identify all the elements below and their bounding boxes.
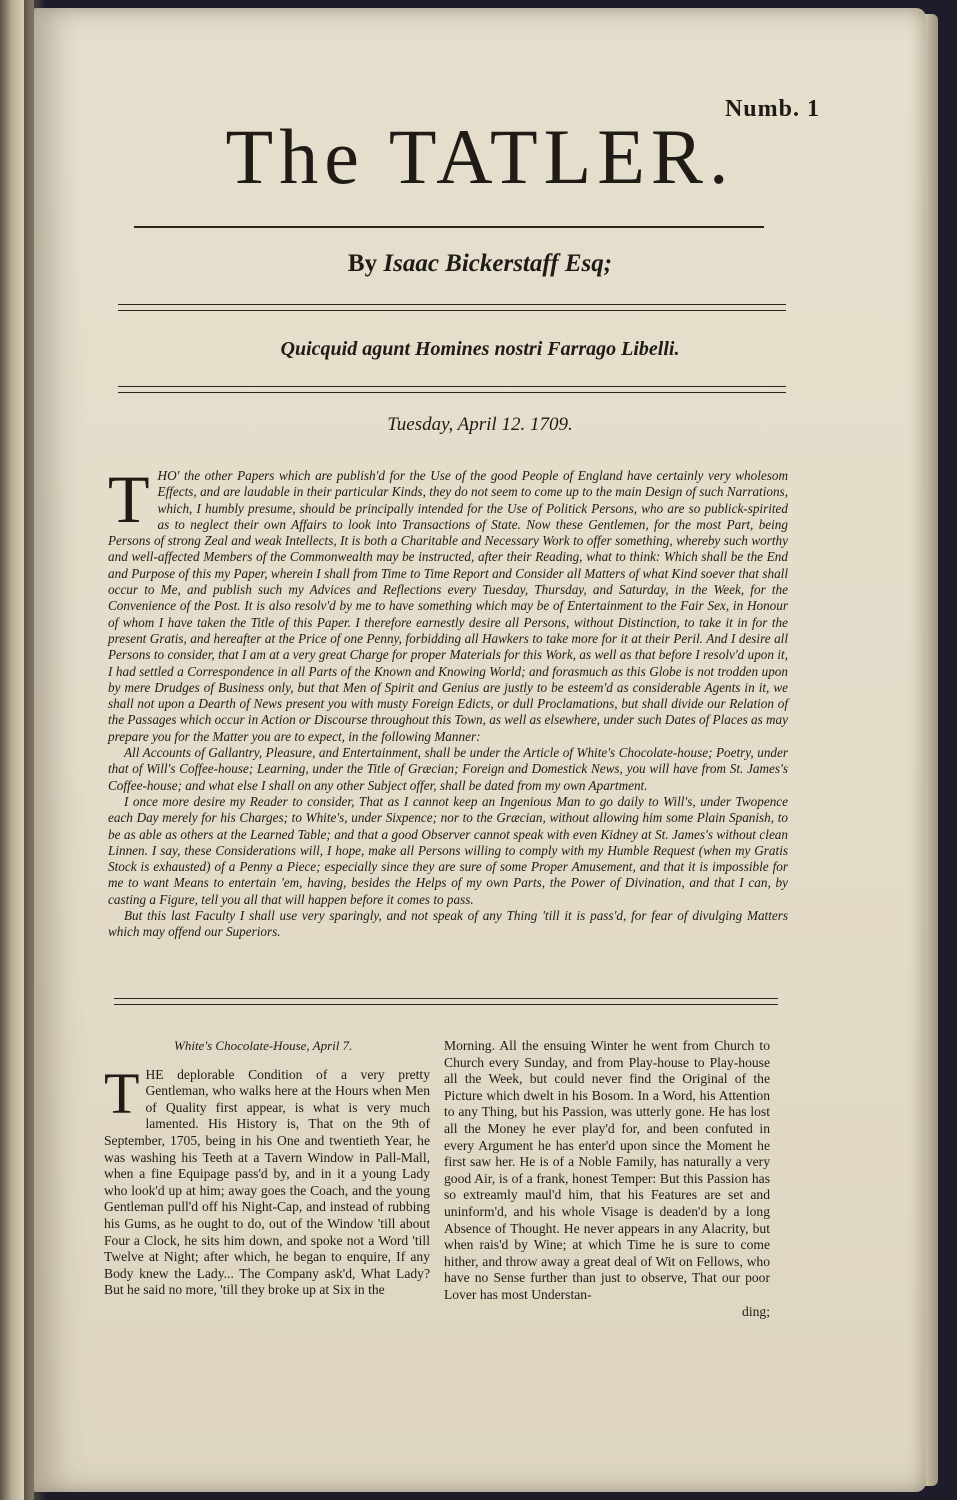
article-left-text: HE deplorable Condition of a very pretty Gentleman, who walks here at the Hours when Men of Quality first appear, is what is very much lamented. His History is, That on the 9th of September, 1705, being in his One and twentieth Year, he was washing his Teeth at a Tavern Window in Pall-Mall, when a fine Equipage pass'd by, and in it a young Lady who look'd up at him; away goes the Coach, and the young Gentleman pull'd off his Night-Cap, and instead of rubbing his Gums, as he ought to do, out of the Window 'till about Four a Clock, he sits him down, and spoke not a Word 'till Twelve at Night; after which, he began to enquire, If any Body knew the Lady... The Company ask'd, What Lady? But he said no more, 'till they broke up at Six in the [104,1066,430,1298]
issue-date: Tuesday, April 12. 1709. [387,414,573,435]
byline-author: Isaac Bickerstaff Esq; [383,250,613,277]
newspaper-page [34,8,926,1492]
intro-paragraph: But this last Faculty I shall use very sparingly, and not speak of any Thing 'till it is pass'd, for fear of divulging Matters which may offend our Superiors. [108,908,788,940]
double-rule-2 [118,386,786,393]
article-column-left [104,1038,430,1299]
intro-paragraph-1-text: HO' the other Papers which are publish'd for the Use of the good People of England have certainly very wholesom Effects, and are laudable in their particular Kinds, they do not seem to come up to the main Design of such Narrations, which, I humbly presume, should be principally intended for the Use of Politick Persons, who are so publick-spirited as to neglect their own Affairs to look into Transactions of State. Now these Gentlemen, for the most Part, being Persons of strong Zeal and weak Intellects, It is both a Charitable and Necessary Work to offer something, whereby such worthy and well-affected Members of the Commonwealth may be instructed, after their Reading, what to think: Which shall be the End and Purpose of this my Paper, wherein I shall from Time to Time Report and Consider all Matters of what Kind soever that shall occur to Me, and publish such my Advices and Reflections every Tuesday, Thursday, and Saturday, in the Week, for the Convenience of the Post. It is also resolv'd by me to have something which may be of Entertainment to the Fair Sex, in Honour of whom I have taken the Title of this Paper. I therefore earnestly desire all Persons, without Distinction, to take it in for the present Gratis, and hereafter at the Price of one Penny, forbidding all Hawkers to take more for it at their Peril. And I desire all Persons to consider, that I am at a very great Charge for proper Materials for this Work, as well as that before I resolv'd upon it, I had settled a Correspondence in all Parts of the Known and Knowing World; and forasmuch as this Globe is not trodden upon by mere Drudges of Business only, but that Men of Spirit and Genius are justly to be esteem'd as considerable Agents in it, we shall not upon a Dearth of News present you with musty Foreign Edicts, or dull Proclamations, but shall divide our Relation of the Passages which occur in Action or Discourse throughout this Town, as well as elsewhere, under such Dates of Places as may prepare you for the Matter you are to expect, in the following Manner: [108,468,788,744]
catchword: ding; [742,1303,770,1319]
article-heading: White's Chocolate-House, April 7. [174,1038,353,1053]
issue-number: Numb. 1 [724,96,820,122]
article-drop-cap: T [104,1060,140,1126]
introduction-text [108,461,788,941]
intro-paragraph: I once more desire my Reader to consider, That as I cannot keep an Ingenious Man to go daily to Will's, under Twopence each Day merely for his Charges; to White's, under Sixpence; nor to the Græcian, without allowing him some Plain Spanish, to be as able as others at the Learned Table; and that a good Observer cannot speak with even Kidney at St. James's without clean Linnen. I say, these Considerations will, I hope, make all Persons willing to comply with my Humble Request (when my Gratis Stock is exhausted) of a Penny a Piece; especially since they are sure of some Proper Amusement, and that it is impossible for me to want Means to entertain 'em, having, besides the Helps of my own Parts, the Power of Divination, and that I can, by casting a Figure, tell you all that will happen before it comes to pass. [108,793,788,907]
byline-prefix: By [347,250,378,277]
intro-paragraph: All Accounts of Gallantry, Pleasure, and Entertainment, shall be under the Article of White's Chocolate-house; Poetry, under that of Will's Coffee-house; Learning, under the Title of Græcian; Foreign and Domestick News, you will have from St. James's Coffee-house; and what else I shall on any other Subject offer, shall be dated from my own Apartment. [108,745,788,793]
byline [34,250,926,278]
masthead-title: The TATLER. [225,113,735,200]
article-left-paragraph [104,1060,430,1299]
double-rule-1 [118,304,786,311]
article-right-text: Morning. All the ensuing Winter he went from Church to Church every Sunday, and from Play-house to Play-house all the Week, but could never find the Original of the Picture which dwelt in his Bosom. In a Word, his Attention to any Thing, but his Passion, was utterly gone. He has lost all the Money he ever play'd for, and been confuted in every Argument he has enter'd upon since the Moment he first saw her. He is of a Noble Family, has naturally a very good Air, is of a frank, honest Temper: But this Passion has so extreamly maul'd him, that his Features are set and uninform'd, and his whole Visage is deaden'd by a long Absence of Thought. He never appears in any Alacrity, but when rais'd by Wine; at which Time he is sure to come hither, and throw away a great deal of Wit on Fellows, who have no Sense further than just to observe, That our poor Lover has most Understan- [444,1038,770,1302]
intro-paragraph [108,461,788,745]
drop-cap: T [108,461,150,537]
rule-under-title [134,226,764,228]
motto: Quicquid agunt Homines nostri Farrago Libelli. [280,338,680,360]
article-column-right [444,1038,770,1320]
page-stack-edge [924,14,938,1486]
section-divider [114,998,778,1005]
